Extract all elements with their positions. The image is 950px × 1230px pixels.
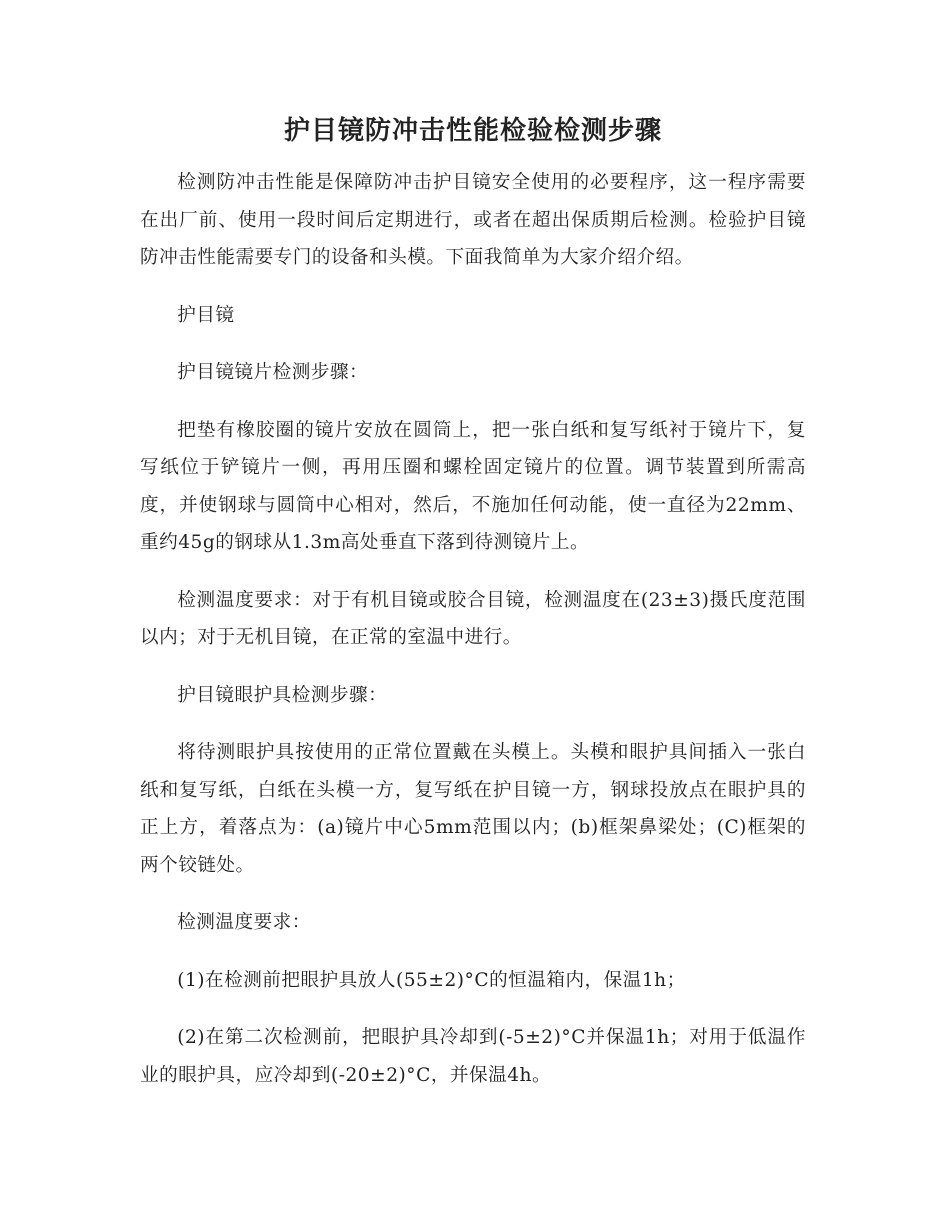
- paragraph-lens-temperature: 检测温度要求：对于有机目镜或胶合目镜，检测温度在(23±3)摄氏度范围以内；对于无机目镜，在正常的室温中进行。: [140, 589, 806, 648]
- paragraph-eye-protector-steps: 将待测眼护具按使用的正常位置戴在头模上。头模和眼护具间插入一张白纸和复写纸，白纸在头模一方，复写纸在护目镜一方，钢球投放点在眼护具的正上方，着落点为：(a)镜片中心5mm范围以内；(b)框架鼻梁处；(C)框架的两个铰链处。: [140, 742, 806, 876]
- paragraph-temperature-2: (2)在第二次检测前，把眼护具冷却到(-5±2)°C并保温1h；对用于低温作业的眼护具，应冷却到(-20±2)°C，并保温4h。: [140, 1027, 806, 1086]
- paragraph-lens-steps: 把垫有橡胶圈的镜片安放在圆筒上，把一张白纸和复写纸衬于镜片下，复写纸位于铲镜片一侧，再用压圈和螺栓固定镜片的位置。调节装置到所需高度，并使钢球与圆筒中心相对，然后，不施加任何动能，使一直径为22mm、重约45g的钢球从1.3m高处垂直下落到待测镜片上。: [140, 419, 806, 553]
- paragraph-intro: 检测防冲击性能是保障防冲击护目镜安全使用的必要程序，这一程序需要在出厂前、使用一段时间后定期进行，或者在超出保质期后检测。检验护目镜防冲击性能需要专门的设备和头模。下面我简单为大家介绍介绍。: [140, 172, 806, 268]
- document-page: [140, 108, 806, 1114]
- paragraph-goggles: 护目镜: [177, 304, 235, 326]
- paragraph-lens-steps-heading: 护目镜镜片检测步骤：: [177, 362, 369, 383]
- paragraph-temperature-1: (1)在检测前把眼护具放人(55±2)°C的恒温箱内，保温1h；: [177, 969, 686, 991]
- paragraph-eye-protector-heading: 护目镜眼护具检测步骤：: [177, 684, 388, 706]
- document-title: 护目镜防冲击性能检验检测步骤: [283, 116, 662, 146]
- paragraph-temperature-heading: 检测温度要求：: [177, 912, 311, 933]
